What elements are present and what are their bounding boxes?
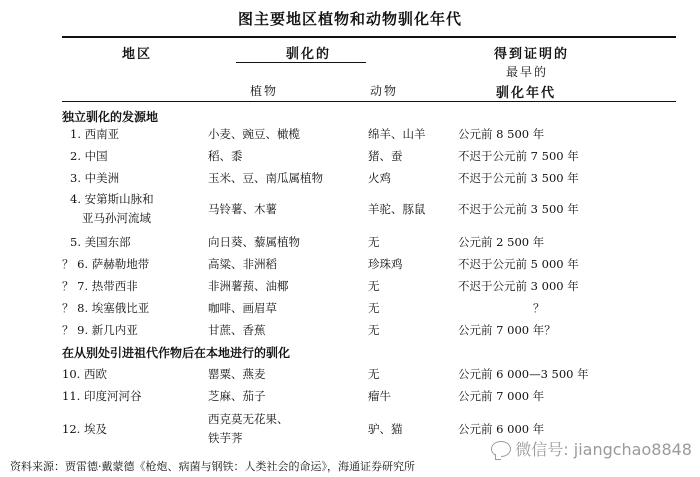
- row5-region: 5. 美国东部: [70, 235, 131, 249]
- row9-date: 公元前 7 000 年？: [458, 323, 556, 337]
- row6-animals: 珍珠鸡: [368, 257, 403, 271]
- watermark: [491, 437, 692, 460]
- row2-plants: 稻、黍: [208, 149, 243, 163]
- row1-region: 1. 西南亚: [70, 127, 120, 141]
- row11-region: 11. 印度河河谷: [62, 389, 142, 403]
- row6-region: ？ 6. 萨赫勒地带: [62, 257, 150, 271]
- row1-animals: 绵羊、山羊: [368, 127, 426, 141]
- row12-region: 12. 埃及: [62, 422, 107, 436]
- row10-region: 10. 西欧: [62, 367, 107, 381]
- row9-plants: 甘蔗、香蕉: [208, 323, 266, 337]
- row12-plants-1: 西克莫无花果、: [208, 412, 289, 426]
- row2-date: 不迟于公元前 7 500 年: [458, 149, 579, 163]
- row5-plants: 向日葵、藜属植物: [208, 235, 300, 249]
- row8-plants: 咖啡、画眉草: [208, 301, 277, 315]
- table-title: 图主要地区植物和动物驯化年代: [237, 10, 462, 28]
- row5-date: 公元前 2 500 年: [458, 235, 545, 249]
- row7-date: 不迟于公元前 3 000 年: [458, 279, 579, 293]
- domesticated-underline: [236, 62, 366, 63]
- row3-date: 不迟于公元前 3 500 年: [458, 171, 579, 185]
- row4-plants: 马铃薯、木薯: [208, 202, 277, 216]
- row1-date: 公元前 8 500 年: [458, 127, 545, 141]
- row12-date: 公元前 6 000 年: [458, 422, 545, 436]
- row9-animals: 无: [368, 323, 380, 337]
- header-earliest-2: 最早的: [506, 65, 549, 79]
- row7-animals: 无: [368, 279, 380, 293]
- row3-region: 3. 中美洲: [70, 171, 120, 185]
- row7-plants: 非洲薯蓣、油椰: [208, 279, 289, 293]
- row1-plants: 小麦、豌豆、橄榄: [208, 127, 300, 141]
- top-rule: [62, 36, 676, 38]
- section-introduced: 在从别处引进祖代作物后在本地进行的驯化: [62, 346, 291, 360]
- header-plants: 植物: [250, 84, 279, 98]
- row3-animals: 火鸡: [368, 171, 391, 185]
- header-animals: 动物: [370, 84, 399, 98]
- row11-date: 公元前 7 000 年: [458, 389, 545, 403]
- header-rule: [62, 101, 676, 102]
- header-earliest-3: 驯化年代: [496, 86, 557, 101]
- row11-animals: 瘤牛: [368, 389, 391, 403]
- source-note: 资料来源：贾雷德·戴蒙德《枪炮、病菌与钢铁：人类社会的命运》，海通证券研究所: [10, 460, 415, 473]
- row8-date: ？: [533, 301, 545, 315]
- row4-animals: 羊驼、豚鼠: [368, 202, 426, 216]
- row12-plants-2: 铁芋荠: [208, 431, 243, 445]
- row12-animals: 驴、猫: [368, 422, 403, 436]
- section-independent: 独立驯化的发源地: [62, 110, 159, 124]
- row9-region: ？ 9. 新几内亚: [62, 323, 138, 337]
- row5-animals: 无: [368, 235, 380, 249]
- row3-plants: 玉米、豆、南瓜属植物: [208, 171, 323, 185]
- watermark-text: 微信号: jiangchao8848: [515, 440, 692, 459]
- row6-plants: 高粱、非洲稻: [208, 257, 277, 271]
- row4-region-1: 4. 安第斯山脉和: [70, 192, 154, 206]
- row7-region: ？ 7. 热带西非: [62, 279, 138, 293]
- row6-date: 不迟于公元前 5 000 年: [458, 257, 579, 271]
- row4-date: 不迟于公元前 3 500 年: [458, 202, 579, 216]
- header-region: 地区: [122, 47, 153, 62]
- row2-animals: 猪、蚕: [368, 149, 403, 163]
- row8-region: ？ 8. 埃塞俄比亚: [62, 301, 150, 315]
- row10-date: 公元前 6 000—3 500 年: [458, 367, 589, 381]
- wechat-icon: [491, 441, 511, 457]
- header-domesticated: 驯化的: [286, 47, 332, 62]
- row10-plants: 罂粟、燕麦: [208, 367, 266, 381]
- row8-animals: 无: [368, 301, 380, 315]
- row11-plants: 芝麻、茄子: [208, 389, 266, 403]
- row10-animals: 无: [368, 367, 380, 381]
- row4-region-2: 亚马孙河流域: [82, 211, 151, 225]
- header-earliest-1: 得到证明的: [494, 47, 570, 62]
- row2-region: 2. 中国: [70, 149, 108, 163]
